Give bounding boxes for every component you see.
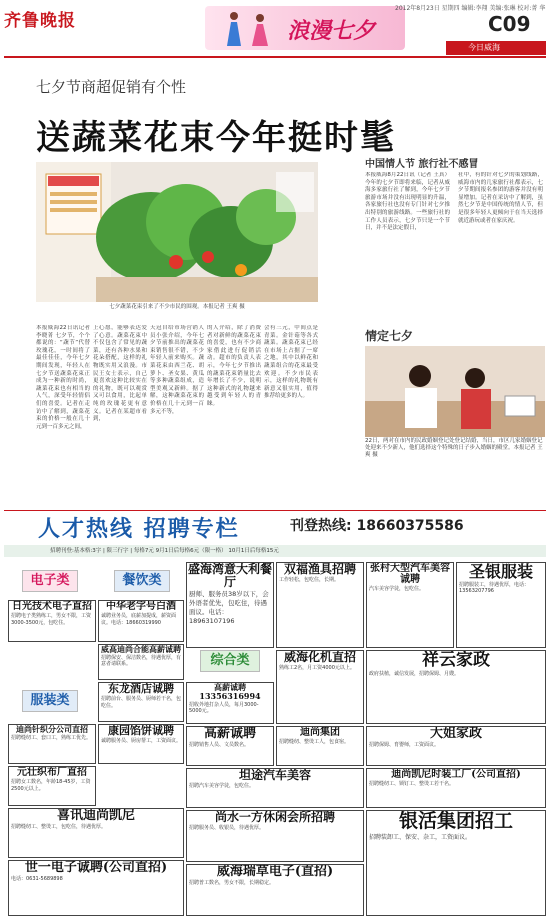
article-column-2: 上心愿，能够表达爱了心意。蔬菜花束中不仅包含了常见的蔬菜，还有各种水果和花朵搭配，这样的礼物既实用又浪漫。市民王女士表示，自己更喜欢这种比较实在的礼物，既可以观赏又可以食用，比起单纯的玫瑰花更有意义。记者在某超市看到， [93,325,147,423]
side-story-column-1: 本报威海8月22日讯（记者 王真）今年的七夕节即将来临，记者从威海多家旅行社了解到，今年七夕节旅游市场并没有出现明显的升温，各家旅行社也没有专门针对七夕推出特别的旅游线路。一些旅行社的工作人员表示，七夕节只是一个节日，并不是法定假日， [365,172,450,232]
ad-shuangfu-fishing [276,562,364,648]
ad-zhangcun-car-beauty [366,562,454,648]
article-column-5: 会有三元，中间点是青菜。金针菇等各式蔬菜。蔬菜花束已经在市场上占据了一席之地，其中以鲜花和蔬菜组合的花束最受欢迎。不少市民表示，这样的礼物既有新意又很实用，值得推荐给更多的人。 [264,325,318,400]
ad-title: 迪尚凯尼时装工厂(公司直招) [391,769,521,780]
recruitment-title: 人才热线 招聘专栏 [38,516,240,542]
ad-body: 政府扶植，诚信发展，招聘保姆、月嫂。 [369,670,460,677]
ad-title: 康园馅饼诚聘 [108,724,174,737]
ad-dishang-fashion-factory [366,768,546,808]
ad-title: 喜讯迪尚凯尼 [56,808,135,823]
ad-body: 招收外地打杂人员，每月3000-5000元。 [189,701,259,715]
ad-title: 迪尚集团 [300,727,340,738]
page-number: C09 [488,12,531,36]
qixi-banner [205,6,405,50]
ad-title: 中华老字号白酒 [106,601,176,612]
recruitment-rates: 招聘刊登:基本格:3字 | 限三行字 | 每格7元 9月1日后每格6元（限一格） 10月1日后每格15元 [4,545,546,557]
ad-weigao-dishang [98,644,184,680]
article-headline: 送蔬菜花束今年挺时髦 [36,118,396,158]
wedding-story-headline: 情定七夕 [365,329,414,343]
ad-tantu-car [186,768,364,808]
newspaper-logo: 齐鲁晚报 [4,11,76,31]
ad-high-salary-1 [186,682,274,724]
wedding-registration-illustration [365,346,545,437]
ad-title: 银活集团招工 [398,810,513,832]
side-story-headline: 中国情人节 旅行社不感冒 [365,159,479,170]
ad-title: 威高迪尚合能高薪诚聘 [101,644,181,654]
cowherd-figure-icon [223,10,245,46]
ad-title: 日光技术电子直招 [12,601,92,612]
category-catering: 餐饮类 [114,570,170,592]
ad-shangshui-yifang [186,810,364,862]
article-kicker: 七夕节商超促销有个性 [36,78,187,96]
ad-title: 迪尚针织分公司直招 [16,724,88,734]
ad-title: 双福渔具招聘 [283,562,356,576]
ad-high-salary-2 [186,726,274,766]
ad-dishang-kaini [8,808,184,858]
ad-title: 元壮织布厂直招 [17,767,87,778]
ad-body: 招聘缝纫工、锁钉工、整烫工若干名。 [369,781,455,787]
ad-body: 招聘保姆、育婴师，工资面议。 [369,742,440,749]
ad-baijiu [98,600,184,642]
article-column-4: 的人介绍，除了消费者对新鲜的蔬菜花束的喜爱，也有不少商家借此进行促销活动。超市的负责人表示，今年七夕节推出的蔬菜花束销量比去年增长了不少，说明这种新式的礼物越来越受到年轻人的青睐。 [207,325,261,407]
category-electronics: 电子类 [22,570,78,592]
ad-xiangyun-housekeeping [366,650,546,724]
ad-title: 尚水一方休闲会所招聘 [214,810,335,824]
ad-yinhuo-group [366,810,546,916]
ad-shengyin-garment [456,562,546,648]
ad-title: 大姐家政 [429,726,482,741]
ad-title: 高薪诚聘 13356316994 [199,682,261,701]
ad-title: 威海瑞草电子(直招) [216,864,334,879]
masthead-rule [4,56,546,58]
masthead [0,0,550,58]
ad-body: 招聘女工数名，年龄18-45岁，工资2500元以上。 [11,779,91,792]
ad-title: 世一电子诚聘(公司直招) [24,860,168,875]
ad-weihai-chemical [276,650,364,724]
article-column-3: 天冠自给市场营销人员小张介绍，今年七夕节前推出的蔬菜花束销售很不错，不少年轻人前来购买。蔬菜花束由西兰花、胡萝卜、圣女果、黄瓜等多种蔬菜组成，造型美观又新鲜。据了解，这种蔬菜花束的价格在几十元到一百多元不等， [150,325,204,415]
ad-body: 招聘服务员、收银员，待遇优厚。 [189,825,265,832]
vegetable-bouquet-illustration [36,162,318,302]
ad-body: 电话：0631-5689898 [11,876,63,883]
ad-body: 招聘缝纫工、套口工，熟练工优先。 [11,734,92,741]
ad-body: 汽车美容学徒，包吃住。 [369,586,425,592]
ad-riguang-electronics [8,600,96,642]
date-line: 2012年8月23日 星期四 编辑:李翔 美编:张琳 校对:菁 华 [395,5,546,12]
ad-body: 招聘保安、保洁数名，待遇优厚，有意者请联系。 [101,654,182,668]
recruitment-hotline [290,515,464,535]
ad-ruicao-electronics [186,864,364,916]
section-label: 今日威海 [446,41,546,55]
ad-yuanzhuang-textile [8,766,96,806]
weaver-girl-figure-icon [249,12,271,46]
ad-body: 招聘普工数名，男女不限，长期稳定。 [189,880,275,887]
ad-italian-restaurant [186,562,274,648]
ad-body: 招聘缝纫、整烫工人，包食宿。 [279,739,350,745]
hotline-label: 刊登热线: [290,518,352,534]
ad-donglong-hotel [98,682,184,722]
hotline-number: 18660375586 [356,518,464,534]
ad-body: 招聘装卸工、保安、杂工，工资面议。 [369,833,472,841]
ad-dajie-housekeeping [366,726,546,766]
wedding-registration-photo [365,346,545,437]
wedding-photo-caption: 22日，两对在市内的民政婚姻登记处登记结婚，当日，市区几家婚姻登记处迎来不少新人，他们选择这个特殊的日子步入婚姻的殿堂。本报记者 王爽 摄 [365,438,543,458]
ad-dishang-group [276,726,364,766]
ad-title: 祥云家政 [422,650,490,670]
ad-dishang-knitting [8,724,96,764]
ad-title: 张村大型汽车美容诚聘 [370,563,450,585]
ad-title: 盛海湾意大利餐厅 [187,562,272,590]
ad-body: 工作轻松，包吃住，长期。 [279,577,340,584]
banner-title: 浪漫七夕 [287,18,376,44]
ad-title: 圣银服装 [468,562,533,581]
ad-title: 高薪诚聘 [203,726,256,741]
ad-kangyuan [98,724,184,764]
ad-title: 坦途汽车美容 [238,768,311,782]
ad-body: 招聘销售人员、文员数名。 [189,742,250,749]
side-story-column-2: 社中，有的针对七夕的策划线路，威海市内的几家旅行社都表示，七夕节期间报名参团的游客并没有明显增加。记者在采访中了解到，虽然七夕节是中国传统的情人节，但是很多年轻人更倾向于在当天选择就近游玩或者在家庆祝。 [458,172,543,224]
ad-body: 招聘服装工，待遇优厚，电话：13563207796 [459,581,530,595]
vegetable-bouquet-photo [36,162,318,302]
ad-body: 诚聘业务员，底薪加提成，薪资面议。电话：18660319990 [101,613,177,626]
article-column-1: 本报威海22日讯记者李晓菁 七夕节，个个都说的：“蔬节”代替玫瑰花，一时间将了最佳佳佳，今年七夕期间发现，年轻人在七夕节送蔬菜花束正成为一种新的时尚，蔬菜花束也有相当的人气，深受年轻情侣们的喜爱。记者在走访中了解到，蔬菜花束的价格一般在几十元到一百多元之间， [36,325,90,430]
ad-shiyi-electronics [8,860,184,916]
ad-title: 东龙酒店诚聘 [108,682,174,695]
ad-body: 招聘前台、服务员、厨师若干名，包吃住。 [101,696,182,709]
category-general: 综合类 [200,650,260,672]
ad-body: 招聘汽车美容学徒，包吃住。 [189,783,255,790]
ad-body: 招聘电子类熟练工，男女不限，工资3000-3500元，包吃住。 [11,613,92,626]
ad-title: 威海化机直招 [283,650,356,664]
category-garment: 服装类 [22,690,78,712]
ad-body: 熟练工2名，月工资4000元以上。 [279,665,355,672]
ad-body: 诚聘服务员、厨房帮工，工资面议。 [101,738,182,745]
main-photo-caption: 七夕蔬菜花束引来了不少市民的围观。本报记者 王爽 摄 [109,304,245,310]
ad-body: 厨师、服务员38岁以下，会外语者优先，包吃住，待遇面议。电话：18963107196 [189,590,269,626]
ad-body: 招聘缝纫工、整烫工，包吃住，待遇优厚。 [11,824,107,831]
